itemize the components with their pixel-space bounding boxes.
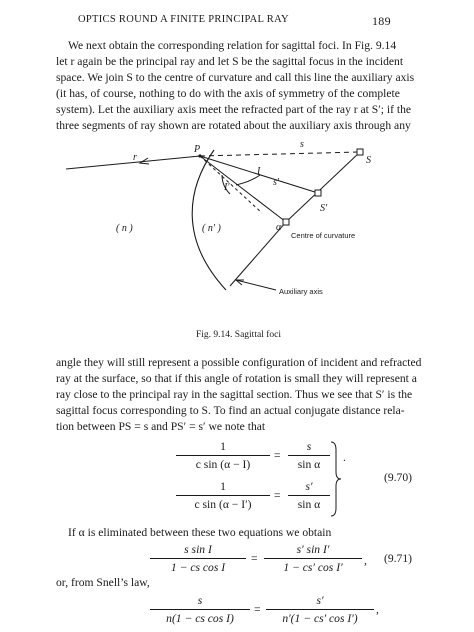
incident-ray-extension (200, 152, 360, 156)
text-line: three segments of ray shown are rotated about the auxiliary axis through any (56, 119, 411, 132)
label-r: r (133, 152, 137, 163)
label-s: s (300, 139, 304, 150)
label-s-prime: s′ (273, 177, 280, 188)
equals-sign: = (254, 603, 261, 616)
text-line: angle they will still represent a possible configuration of incident and refracted (56, 356, 422, 369)
paragraph-intro (56, 38, 426, 134)
fraction-numerator: 1 (220, 480, 226, 493)
point-S-marker (357, 149, 363, 155)
fraction-bar (176, 455, 270, 456)
running-header-title: OPTICS ROUND A FINITE PRINCIPAL RAY (78, 14, 289, 25)
equals-sign: = (274, 489, 281, 502)
fraction-bar (176, 495, 270, 496)
text-line: (it has, of course, nothing to do with the axis of symmetry of the complete (56, 87, 400, 100)
fraction-denominator: c sin (α − I′) (194, 498, 252, 511)
label-S: S (366, 155, 371, 166)
fraction-numerator: 1 (220, 440, 226, 453)
equals-sign: = (274, 449, 281, 462)
label-I: I (257, 166, 261, 177)
fraction-numerator: s (306, 440, 312, 453)
figure-caption: Fig. 9.14. Sagittal foci (196, 330, 281, 340)
text-from-snells-law: or, from Snell’s law, (56, 576, 150, 589)
point-S-prime-marker (315, 190, 321, 196)
text-line: ray close to the principal ray in the sagittal section. Thus we see that S′ is the (56, 388, 413, 401)
fraction-bar (150, 609, 250, 610)
text-line: system). Let the auxiliary axis meet the refracted part of the ray r at S′; if the (56, 103, 412, 116)
text-line: sagittal focus corresponding to S. To find an actual conjugate distance rela- (56, 404, 405, 417)
fraction-denominator: c sin (α − I) (195, 458, 251, 471)
text-line: ray at the surface, so that if this angle of rotation is small they will represent a (56, 372, 417, 385)
text-eliminate-alpha: If α is eliminated between these two equations we obtain (68, 526, 332, 539)
fraction-numerator: s′ (305, 480, 313, 493)
label-I-prime: I′ (224, 182, 230, 193)
text-line: tion between PS = s and PS′ = s′ we note that (56, 420, 266, 433)
refracting-surface (192, 150, 226, 290)
label-S-prime: S′ (320, 203, 328, 214)
text-line: space. We join S to the centre of curvature and call this line the auxiliary axis (56, 71, 415, 84)
incident-angle-ref (200, 156, 262, 213)
normal-line (200, 156, 286, 222)
label-n: ( n ) (116, 223, 133, 234)
page-number: 189 (372, 14, 391, 28)
eq970-row2-rhs (288, 480, 330, 511)
eq971-comma: , (364, 554, 367, 567)
fraction-bar (150, 558, 246, 559)
equals-sign: = (251, 552, 258, 565)
fraction-denominator: n′(1 − cs′ cos I′) (282, 612, 358, 625)
equation-number: (9.70) (384, 471, 413, 484)
fraction-bar (288, 495, 330, 496)
eq970-brace (330, 440, 342, 518)
fraction-denominator: n(1 − cs cos I) (166, 612, 234, 625)
fraction-denominator: 1 − cs′ cos I′ (283, 561, 343, 574)
fraction-bar (266, 609, 374, 610)
eq970-trailing-dot: . (343, 451, 346, 464)
label-auxiliary-axis: Auxiliary axis (279, 287, 323, 296)
label-P: P (194, 144, 201, 155)
paragraph-configuration (56, 355, 426, 435)
equation-number: (9.71) (384, 552, 413, 565)
fraction-bar (288, 455, 330, 456)
eq970-row2-lhs (176, 480, 270, 511)
eq971-rhs (264, 543, 362, 574)
text-line: We next obtain the corresponding relation for sagittal foci. In Fig. 9.14 (68, 39, 397, 52)
centre-of-curvature-marker (283, 219, 289, 225)
fraction-denominator: sin α (297, 458, 321, 471)
eq972-rhs (266, 594, 374, 625)
label-n-prime: ( n′ ) (202, 223, 221, 234)
label-centre-of-curvature: Centre of curvature (291, 231, 356, 240)
eq971-lhs (150, 543, 246, 574)
figure-sagittal-foci (56, 138, 416, 328)
text-line: let r again be the principal ray and let S be the sagittal focus in the incident (56, 55, 404, 68)
eq970-row1-lhs (176, 440, 270, 471)
eq972-lhs (150, 594, 250, 625)
fraction-denominator: 1 − cs cos I (170, 561, 226, 574)
eq972-comma: , (376, 603, 379, 616)
fraction-numerator: s′ (316, 594, 324, 607)
fraction-bar (264, 558, 362, 559)
fraction-numerator: s′ sin I′ (296, 543, 330, 556)
fraction-denominator: sin α (297, 498, 321, 511)
label-alpha: α (276, 222, 282, 233)
fraction-numerator: s (197, 594, 203, 607)
fraction-numerator: s sin I (184, 543, 212, 556)
eq970-row1-rhs (288, 440, 330, 471)
